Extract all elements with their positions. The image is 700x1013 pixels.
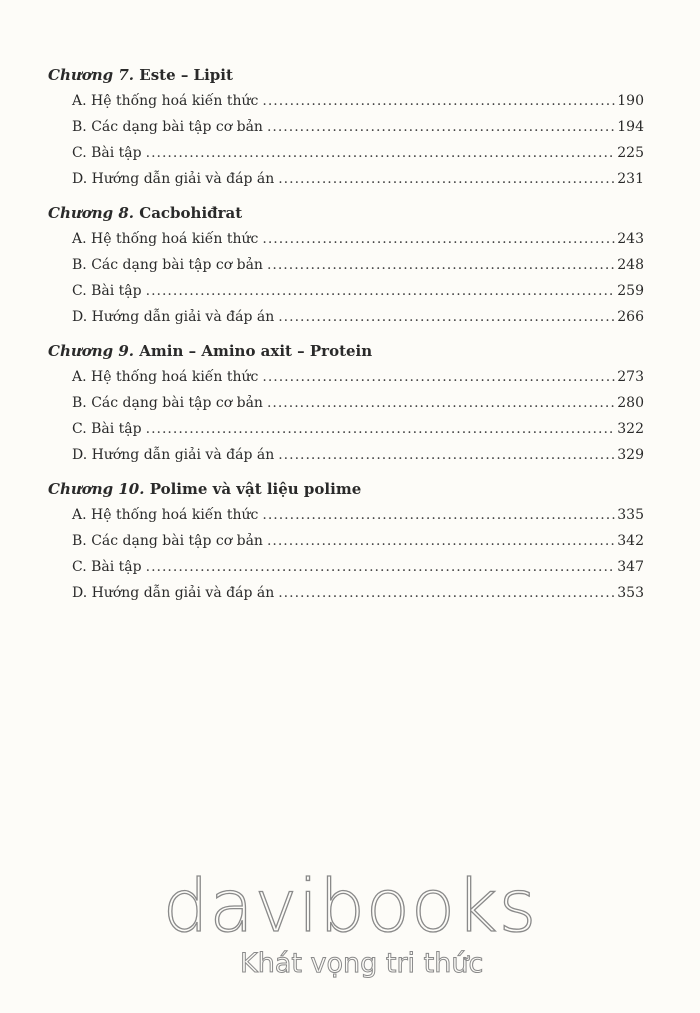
entry-label: C. Bài tập <box>72 145 142 161</box>
chapter-name: Cacbohiđrat <box>139 204 243 222</box>
dot-leader <box>146 554 616 580</box>
page-number: 335 <box>617 507 644 523</box>
page-number: 231 <box>617 171 644 187</box>
entry-label: B. Các dạng bài tập cơ bản <box>72 533 263 549</box>
chapter-name: Polime và vật liệu polime <box>149 480 362 498</box>
dot-leader <box>267 252 615 278</box>
toc-entry[interactable] <box>48 88 644 114</box>
dot-leader <box>146 416 616 442</box>
page-number: 248 <box>617 257 644 273</box>
chapter-prefix: Chương 10. <box>48 480 145 498</box>
chapter-name: Este – Lipit <box>139 66 233 84</box>
table-of-contents <box>48 62 644 614</box>
page-number: 322 <box>617 421 644 437</box>
toc-entry[interactable] <box>48 442 644 468</box>
brand-watermark <box>140 864 560 979</box>
toc-entry[interactable] <box>48 140 644 166</box>
toc-entry[interactable] <box>48 528 644 554</box>
dot-leader <box>278 580 615 606</box>
dot-leader <box>262 502 615 528</box>
page-number: 280 <box>617 395 644 411</box>
toc-entry[interactable] <box>48 304 644 330</box>
toc-entry[interactable] <box>48 278 644 304</box>
page-number: 329 <box>617 447 644 463</box>
page-number: 259 <box>617 283 644 299</box>
entry-label: D. Hướng dẫn giải và đáp án <box>72 171 275 187</box>
entry-label: D. Hướng dẫn giải và đáp án <box>72 585 275 601</box>
toc-entry[interactable] <box>48 114 644 140</box>
chapter-title <box>48 200 644 226</box>
toc-entry[interactable] <box>48 554 644 580</box>
entry-label: B. Các dạng bài tập cơ bản <box>72 119 263 135</box>
entry-label: A. Hệ thống hoá kiến thức <box>72 231 259 247</box>
chapter-prefix: Chương 7. <box>48 66 135 84</box>
toc-entry[interactable] <box>48 252 644 278</box>
dot-leader <box>146 140 616 166</box>
page-number: 225 <box>617 145 644 161</box>
brand-name: davibooks <box>162 864 538 948</box>
chapter-title <box>48 62 644 88</box>
dot-leader <box>278 442 615 468</box>
toc-entry[interactable] <box>48 580 644 606</box>
dot-leader <box>262 226 615 252</box>
dot-leader <box>267 390 615 416</box>
toc-entry[interactable] <box>48 364 644 390</box>
entry-label: A. Hệ thống hoá kiến thức <box>72 369 259 385</box>
page-number: 347 <box>617 559 644 575</box>
dot-leader <box>262 364 615 390</box>
brand-slogan: Khát vọng tri thức <box>240 948 484 979</box>
dot-leader <box>146 278 616 304</box>
toc-entry[interactable] <box>48 502 644 528</box>
toc-entry[interactable] <box>48 166 644 192</box>
page-number: 342 <box>617 533 644 549</box>
toc-entry[interactable] <box>48 226 644 252</box>
entry-label: C. Bài tập <box>72 283 142 299</box>
chapter-prefix: Chương 8. <box>48 204 135 222</box>
toc-entry[interactable] <box>48 416 644 442</box>
dot-leader <box>262 88 615 114</box>
entry-label: C. Bài tập <box>72 559 142 575</box>
page-number: 243 <box>617 231 644 247</box>
entry-label: B. Các dạng bài tập cơ bản <box>72 257 263 273</box>
page-number: 266 <box>617 309 644 325</box>
entry-label: B. Các dạng bài tập cơ bản <box>72 395 263 411</box>
chapter-title <box>48 476 644 502</box>
page-number: 273 <box>617 369 644 385</box>
entry-label: A. Hệ thống hoá kiến thức <box>72 507 259 523</box>
chapter-9 <box>48 338 644 468</box>
entry-label: D. Hướng dẫn giải và đáp án <box>72 447 275 463</box>
chapter-name: Amin – Amino axit – Protein <box>139 342 373 360</box>
dot-leader <box>278 304 615 330</box>
chapter-8 <box>48 200 644 330</box>
page-number: 190 <box>617 93 644 109</box>
page-number: 194 <box>617 119 644 135</box>
chapter-prefix: Chương 9. <box>48 342 135 360</box>
chapter-10 <box>48 476 644 606</box>
chapter-title <box>48 338 644 364</box>
page-number: 353 <box>617 585 644 601</box>
chapter-7 <box>48 62 644 192</box>
dot-leader <box>267 114 615 140</box>
entry-label: D. Hướng dẫn giải và đáp án <box>72 309 275 325</box>
dot-leader <box>267 528 615 554</box>
toc-entry[interactable] <box>48 390 644 416</box>
entry-label: A. Hệ thống hoá kiến thức <box>72 93 259 109</box>
entry-label: C. Bài tập <box>72 421 142 437</box>
dot-leader <box>278 166 615 192</box>
